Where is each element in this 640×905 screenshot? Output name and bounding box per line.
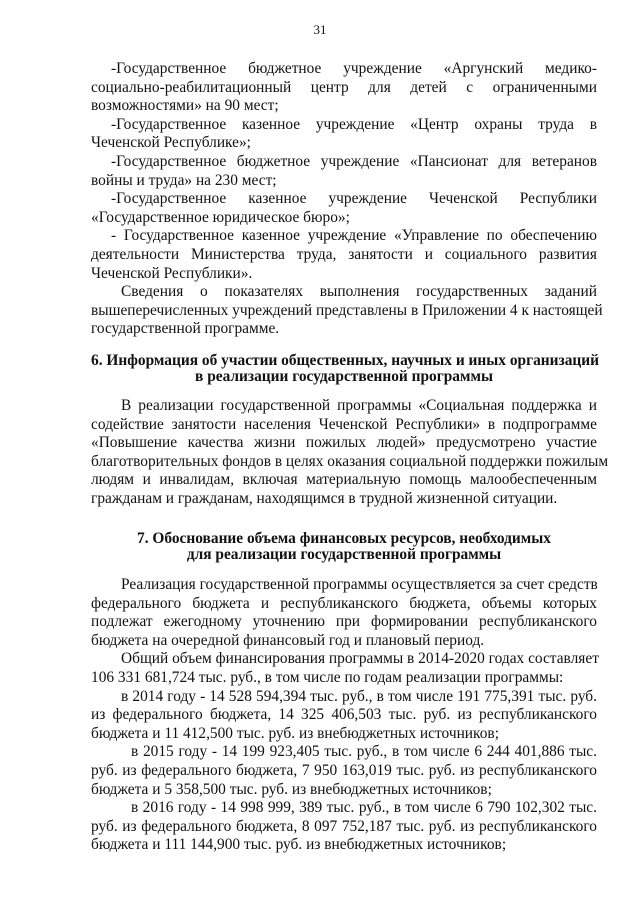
text-line: -Государственное казенное учреждение Чеченской Республики <box>111 190 597 208</box>
text-line: государственной программе. <box>91 320 280 338</box>
year-2014-paragraph <box>91 688 597 744</box>
text-line: -Государственное казенное учреждение «Центр охраны труда в <box>111 115 597 133</box>
section-7-body <box>91 576 597 855</box>
year-2016-paragraph <box>91 799 597 855</box>
list-item <box>91 190 597 227</box>
text-line: руб. из федерального бюджета, 8 097 752,187 тыс. руб. из республиканского <box>91 817 597 835</box>
list-item <box>91 227 597 283</box>
total-funding-paragraph <box>91 650 597 687</box>
text-line: людям и инвалидам, включая материальную помощь малообеспеченным <box>91 471 597 489</box>
text-line: деятельности Министерства труда, занятости и социального развития <box>91 245 597 263</box>
text-line: Общий объем финансирования программы в 2014-2020 годах составляет <box>121 650 599 668</box>
heading-line: в реализации государственной программы <box>195 367 493 385</box>
text-line: «Повышение качества жизни пожилых людей» предусмотрено участие <box>91 434 597 452</box>
list-item <box>91 60 597 116</box>
text-line: благотворительных фондов в целях оказания социальной поддержки пожилым <box>91 452 609 470</box>
text-line: социально-реабилитационный центр для детей с ограниченными <box>91 78 597 96</box>
text-line: - Государственное казенное учреждение «Управление по обеспечению <box>111 227 597 245</box>
funding-paragraph <box>91 576 597 650</box>
text-line: бюджета и 5 358,500 тыс. руб. из внебюджетных источников; <box>91 780 492 798</box>
page-number: 31 <box>313 22 327 37</box>
text-line: возможностями» на 90 мест; <box>91 97 279 115</box>
text-line: 106 331 681,724 тыс. руб., в том числе по годам реализации программы: <box>91 668 564 686</box>
heading-line: для реализации государственной программы <box>186 545 502 563</box>
text-line: руб. из федерального бюджета, 7 950 163,019 тыс. руб. из республиканского <box>91 761 597 779</box>
section-6-heading <box>91 353 597 385</box>
text-line: бюджета на очередной финансовый год и плановый период. <box>91 631 485 649</box>
text-line: Реализация государственной программы осуществляется за счет средств <box>121 576 598 593</box>
text-line: подлежат ежегодному уточнению при формировании республиканского <box>91 613 597 631</box>
text-line: войны и труда» на 230 мест; <box>91 171 277 189</box>
text-line: в 2014 году - 14 528 594,394 тыс. руб., в том числе 191 775,391 тыс. руб. <box>121 687 597 705</box>
year-2015-paragraph <box>91 743 597 799</box>
text-line: В реализации государственной программы «Социальная поддержка и <box>121 397 597 414</box>
info-paragraph <box>91 283 603 339</box>
text-line: в 2015 году - 14 199 923,405 тыс. руб., в том числе 6 244 401,886 тыс. <box>131 743 597 761</box>
institution-list <box>91 60 603 339</box>
heading-line: 7. Обоснование объема финансовых ресурсов, необходимых <box>137 530 551 547</box>
text-line: бюджета и 111 144,900 тыс. руб. из внебюджетных источников; <box>91 836 507 854</box>
text-line: гражданам и гражданам, находящимся в трудной жизненной ситуации. <box>91 489 558 507</box>
text-line: федерального бюджета и республиканского бюджета, объемы которых <box>91 594 597 612</box>
text-line: содействие занятости населения Чеченской Республики» в подпрограмме <box>91 415 597 433</box>
heading-line: 6. Информация об участии общественных, научных и иных организаций <box>91 352 599 369</box>
text-line: в 2016 году - 14 998 999, 389 тыс. руб., в том числе 6 790 102,302 тыс. <box>131 799 597 817</box>
text-line: Чеченской Республики». <box>91 264 253 282</box>
section-6-body <box>91 397 609 509</box>
section-7-heading <box>91 531 597 563</box>
text-line: вышеперечисленных учреждений представлены в Приложении 4 к настоящей <box>91 301 603 319</box>
text-line: Чеченской Республике»; <box>91 134 251 152</box>
text-line: -Государственное бюджетное учреждение «Пансионат для ветеранов <box>111 152 597 170</box>
text-line: бюджета и 11 412,500 тыс. руб. из внебюджетных источников; <box>91 724 499 742</box>
text-line: «Государственное юридическое бюро»; <box>91 208 350 226</box>
list-item <box>91 116 597 153</box>
list-item <box>91 153 597 190</box>
text-line: Сведения о показателях выполнения государственных заданий <box>121 283 597 301</box>
text-line: из федерального бюджета, 14 325 406,503 тыс. руб. из республиканского <box>91 706 597 724</box>
text-line: -Государственное бюджетное учреждение «Аргунский медико- <box>111 60 597 77</box>
